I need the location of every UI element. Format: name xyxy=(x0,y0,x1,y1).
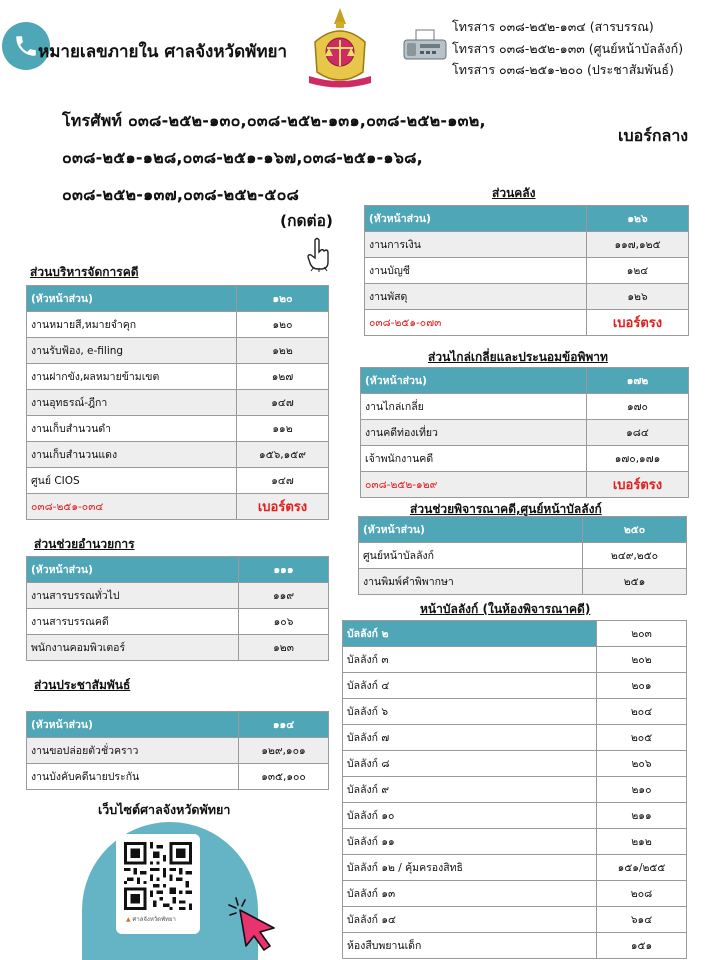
table-row xyxy=(27,738,329,764)
row-ext: ๑๒๙,๑๐๑ xyxy=(239,738,329,764)
direct-label: เบอร์ตรง xyxy=(587,472,689,498)
row-ext: ๒๔๙,๒๕๐ xyxy=(583,543,687,569)
table-row xyxy=(27,338,329,364)
row-label: งานเก็บสำนวนแดง xyxy=(27,442,237,468)
row-label: พนักงานคอมพิวเตอร์ xyxy=(27,635,239,661)
head-ext: ๑๑๑ xyxy=(239,557,329,583)
section-title: ส่วนช่วยอำนวยการ xyxy=(34,537,135,551)
table-row xyxy=(343,725,687,751)
row-ext: ๒๐๑ xyxy=(597,673,687,699)
table-row xyxy=(343,855,687,881)
row-ext: ๑๕๑ xyxy=(597,933,687,959)
row-ext: ๑๐๖ xyxy=(239,609,329,635)
row-ext: ๑๑๗,๑๒๕ xyxy=(587,232,689,258)
finance-table xyxy=(364,205,689,336)
phone-line: โทรศัพท์ ๐๓๘-๒๕๒-๑๓๐,๐๓๘-๒๕๒-๑๓๑,๐๓๘-๒๕๒-๑๓๒, xyxy=(62,111,486,130)
table-row xyxy=(27,390,329,416)
phone-numbers xyxy=(62,102,486,213)
row-label: ศูนย์หน้าบัลลังก์ xyxy=(359,543,583,569)
section-title: ส่วนประชาสัมพันธ์ xyxy=(34,678,131,692)
row-label: งานสารบรรณคดี xyxy=(27,609,239,635)
row-label: งานฝากขัง,ผลหมายข้ามเขต xyxy=(27,364,237,390)
qr-code[interactable] xyxy=(124,842,192,910)
direct-number: ๐๓๘-๒๕๒-๑๒๙ xyxy=(361,472,587,498)
court-logo-icon: ▲ xyxy=(126,916,131,923)
row-ext: ๑๒๐ xyxy=(237,312,329,338)
row-label: บัลลังก์ ๑๓ xyxy=(343,881,597,907)
section-title: ส่วนคลัง xyxy=(492,186,536,200)
head-label: (หัวหน้าส่วน) xyxy=(27,286,237,312)
trial-support-table xyxy=(358,516,687,595)
row-label: งานขอปล่อยตัวชั่วคราว xyxy=(27,738,239,764)
phone-line: ๐๓๘-๒๕๑-๑๒๘,๐๓๘-๒๕๑-๑๖๗,๐๓๘-๒๕๑-๑๖๘, xyxy=(62,148,423,167)
table-row xyxy=(27,635,329,661)
table-row xyxy=(343,803,687,829)
row-label: งานพิมพ์คำพิพากษา xyxy=(359,569,583,595)
table-row xyxy=(361,446,689,472)
row-ext: ๑๒๓ xyxy=(239,635,329,661)
head-label: (หัวหน้าส่วน) xyxy=(359,517,583,543)
row-label: ห้องสืบพยานเด็ก xyxy=(343,933,597,959)
row-label: งานบัญชี xyxy=(365,258,587,284)
public-relations-table xyxy=(26,711,329,790)
phone-line: ๐๓๘-๒๕๒-๑๓๗,๐๓๘-๒๕๒-๕๐๘ xyxy=(62,185,300,204)
table-row xyxy=(343,933,687,959)
courtroom-table xyxy=(342,620,687,959)
fax-line: โทรสาร ๐๓๘-๒๕๒-๑๓๔ (สารบรรณ) xyxy=(452,19,654,34)
page-title: หมายเลขภายใน ศาลจังหวัดพัทยา xyxy=(38,42,288,62)
row-ext: ๑๒๔ xyxy=(587,258,689,284)
row-ext: ๒๐๒ xyxy=(597,647,687,673)
row-ext: ๒๑๒ xyxy=(597,829,687,855)
table-row xyxy=(27,312,329,338)
direct-line-row xyxy=(361,472,689,498)
row-label: งานการเงิน xyxy=(365,232,587,258)
press-extension-label: (กดต่อ) xyxy=(280,212,333,230)
table-row xyxy=(343,647,687,673)
row-label: งานพัสดุ xyxy=(365,284,587,310)
row-label: ศูนย์ CIOS xyxy=(27,468,237,494)
fax-icon xyxy=(402,28,448,62)
table-row xyxy=(343,907,687,933)
direct-line-row xyxy=(27,494,329,520)
central-number-label: เบอร์กลาง xyxy=(618,126,689,145)
table-row xyxy=(343,829,687,855)
row-ext: ๒๕๑ xyxy=(583,569,687,595)
row-label: บัลลังก์ ๑๑ xyxy=(343,829,597,855)
table-row xyxy=(365,232,689,258)
direct-line-row xyxy=(365,310,689,336)
row-ext: ๑๒๖ xyxy=(587,284,689,310)
row-label: บัลลังก์ ๔ xyxy=(343,673,597,699)
row-ext: ๑๕๑/๒๕๕ xyxy=(597,855,687,881)
table-row xyxy=(365,258,689,284)
head-ext: ๑๗๒ xyxy=(587,368,689,394)
row-ext: ๒๐๘ xyxy=(597,881,687,907)
row-label: บัลลังก์ ๓ xyxy=(343,647,597,673)
table-row xyxy=(365,284,689,310)
website-title: เว็บไซต์ศาลจังหวัดพัทยา xyxy=(98,802,231,817)
click-cursor-icon xyxy=(228,896,280,952)
row-label: บัลลังก์ ๙ xyxy=(343,777,597,803)
case-management-table xyxy=(26,285,329,520)
row-label: งานรับฟ้อง, e-filing xyxy=(27,338,237,364)
row-ext: ๑๔๗ xyxy=(237,390,329,416)
table-row xyxy=(359,543,687,569)
table-row xyxy=(343,751,687,777)
table-row xyxy=(27,364,329,390)
mediation-table xyxy=(360,367,689,498)
head-label: บัลลังก์ ๒ xyxy=(343,621,597,647)
head-ext: ๒๐๓ xyxy=(597,621,687,647)
table-row xyxy=(343,699,687,725)
table-row xyxy=(361,420,689,446)
row-ext: ๑๔๗ xyxy=(237,468,329,494)
table-row xyxy=(27,468,329,494)
press-hand-icon xyxy=(306,236,332,272)
table-row xyxy=(27,442,329,468)
section-title: หน้าบัลลังก์ (ในห้องพิจารณาคดี) xyxy=(420,602,591,616)
row-label: งานเก็บสำนวนดำ xyxy=(27,416,237,442)
row-ext: ๒๑๑ xyxy=(597,803,687,829)
table-row xyxy=(361,394,689,420)
row-label: งานหมายสี,หมายจำคุก xyxy=(27,312,237,338)
direct-number: ๐๓๘-๒๕๑-๐๓๔ xyxy=(27,494,237,520)
head-label: (หัวหน้าส่วน) xyxy=(27,557,239,583)
row-label: บัลลังก์ ๖ xyxy=(343,699,597,725)
row-label: บัลลังก์ ๑๔ xyxy=(343,907,597,933)
direct-label: เบอร์ตรง xyxy=(237,494,329,520)
row-ext: ๑๒๒ xyxy=(237,338,329,364)
head-ext: ๒๕๐ xyxy=(583,517,687,543)
fax-line: โทรสาร ๐๓๘-๒๕๒-๑๓๓ (ศูนย์หน้าบัลลังก์) xyxy=(452,40,684,56)
head-label: (หัวหน้าส่วน) xyxy=(361,368,587,394)
table-row xyxy=(27,609,329,635)
row-label: งานบังคับคดีนายประกัน xyxy=(27,764,239,790)
row-ext: ๑๑๒ xyxy=(237,416,329,442)
head-ext: ๑๒๐ xyxy=(237,286,329,312)
row-ext: ๑๓๕,๑๐๐ xyxy=(239,764,329,790)
table-row xyxy=(343,673,687,699)
table-row xyxy=(343,777,687,803)
row-label: บัลลังก์ ๑๒ / คุ้มครองสิทธิ xyxy=(343,855,597,881)
table-row xyxy=(343,881,687,907)
table-row xyxy=(27,583,329,609)
row-ext: ๒๐๖ xyxy=(597,751,687,777)
row-ext: ๑๗๐,๑๗๑ xyxy=(587,446,689,472)
fax-numbers xyxy=(452,16,683,81)
row-label: งานสารบรรณทั่วไป xyxy=(27,583,239,609)
head-ext: ๑๒๖ xyxy=(587,206,689,232)
table-row xyxy=(359,569,687,595)
admin-support-table xyxy=(26,556,329,661)
row-label: งานอุทธรณ์-ฎีกา xyxy=(27,390,237,416)
table-row xyxy=(27,416,329,442)
section-title: ส่วนช่วยพิจารณาคดี,ศูนย์หน้าบัลลังก์ xyxy=(410,502,602,516)
row-label: งานคดีท่องเที่ยว xyxy=(361,420,587,446)
head-label: (หัวหน้าส่วน) xyxy=(365,206,587,232)
row-ext: ๑๑๙ xyxy=(239,583,329,609)
qr-caption-text: ศาลจังหวัดพัทยา xyxy=(132,916,176,923)
table-row xyxy=(27,764,329,790)
court-emblem xyxy=(305,6,375,90)
section-title: ส่วนบริหารจัดการคดี xyxy=(30,265,139,279)
head-ext: ๑๑๔ xyxy=(239,712,329,738)
head-label: (หัวหน้าส่วน) xyxy=(27,712,239,738)
row-ext: ๑๗๐ xyxy=(587,394,689,420)
row-label: บัลลังก์ ๗ xyxy=(343,725,597,751)
fax-line: โทรสาร ๐๓๘-๒๕๑-๒๐๐ (ประชาสัมพันธ์) xyxy=(452,62,674,77)
row-ext: ๒๐๔ xyxy=(597,699,687,725)
row-label: เจ้าพนักงานคดี xyxy=(361,446,587,472)
row-ext: ๒๐๕ xyxy=(597,725,687,751)
row-ext: ๑๕๖,๑๕๙ xyxy=(237,442,329,468)
direct-label: เบอร์ตรง xyxy=(587,310,689,336)
qr-caption xyxy=(126,914,176,924)
row-label: บัลลังก์ ๑๐ xyxy=(343,803,597,829)
direct-number: ๐๓๘-๒๕๑-๐๗๓ xyxy=(365,310,587,336)
row-ext: ๑๒๗ xyxy=(237,364,329,390)
row-label: บัลลังก์ ๘ xyxy=(343,751,597,777)
row-ext: ๑๘๔ xyxy=(587,420,689,446)
section-title: ส่วนไกล่เกลี่ยและประนอมข้อพิพาท xyxy=(428,350,608,364)
row-ext: ๖๑๔ xyxy=(597,907,687,933)
row-ext: ๒๑๐ xyxy=(597,777,687,803)
row-label: งานไกล่เกลี่ย xyxy=(361,394,587,420)
